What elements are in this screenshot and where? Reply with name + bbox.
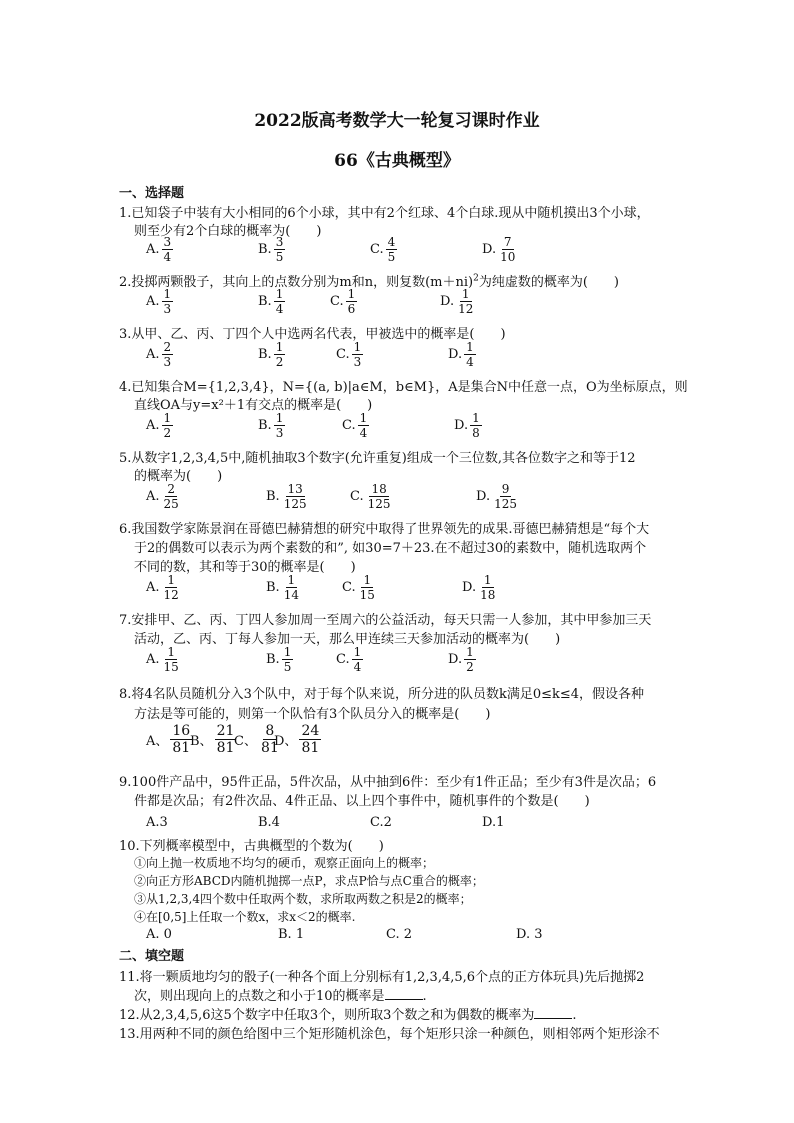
- question-10-option-a: A. 0: [146, 927, 172, 942]
- question-3-option-c: C. $\frac{1}{3}$: [336, 340, 362, 369]
- question-1-line-2: 则至少有2个白球的概率为( ): [134, 224, 322, 239]
- question-5-line-2: 的概率为( ): [134, 469, 223, 484]
- question-12-line-1: 12.从2,3,4,5,6这5个数字中任取3个，则所取3个数之和为偶数的概率为 .: [119, 1008, 577, 1023]
- question-10-line-1: 10.下列概率模型中，古典概型的个数为( ): [119, 839, 384, 854]
- question-8-option-a: A、 $\frac{16}{81}$: [146, 723, 191, 756]
- question-9-option-b: B.4: [258, 815, 280, 830]
- question-2-line-1: 2.投掷两颗骰子，其向上的点数分别为m和n，则复数$(m+ni)^2$为纯虚数的概率为( ): [119, 273, 619, 290]
- question-2-option-a: A. $\frac{1}{3}$: [146, 287, 172, 316]
- question-1-option-a: A. $\frac{3}{4}$: [146, 235, 172, 264]
- question-4-option-b: B. $\frac{1}{3}$: [258, 411, 284, 440]
- question-11-line-2: 次，则出现向上的点数之和小于10的概率是 .: [134, 989, 427, 1004]
- question-1-option-c: C. $\frac{4}{5}$: [370, 235, 396, 264]
- question-5-line-1: 5.从数字1,2,3,4,5中,随机抽取3个数字(允许重复)组成一个三位数,其各位数字之和等于12: [119, 451, 636, 466]
- question-6-line-1: 6.我国数学家陈景润在哥德巴赫猜想的研究中取得了世界领先的成果.哥德巴赫猜想是“每个大: [119, 522, 650, 537]
- question-9-option-a: A.3: [146, 815, 168, 830]
- question-3-option-a: A. $\frac{2}{3}$: [146, 340, 172, 369]
- question-7-option-b: B. $\frac{1}{5}$: [266, 645, 292, 674]
- question-10-item-4: ④在[0,5]上任取一个数x，求x＜2的概率.: [134, 910, 356, 924]
- question-6-option-c: C. $\frac{1}{15}$: [342, 573, 375, 602]
- question-6-line-3: 不同的数，其和等于30的概率是( ): [134, 560, 356, 575]
- question-2-option-b: B. $\frac{1}{4}$: [258, 287, 284, 316]
- question-7-line-2: 活动，乙、丙、丁每人参加一天，那么甲连续三天参加活动的概率为( ): [134, 632, 561, 647]
- section-multiple-choice: 一、选择题: [119, 186, 185, 201]
- question-3-line-1: 3.从甲、乙、丙、丁四个人中选两名代表，甲被选中的概率是( ): [119, 327, 506, 342]
- page-subtitle: 66《古典概型》: [334, 151, 460, 171]
- question-7-option-d: D. $\frac{1}{2}$: [448, 645, 474, 674]
- question-7-option-a: A. $\frac{1}{15}$: [146, 645, 179, 674]
- question-8-option-d: D、 $\frac{24}{81}$: [274, 723, 320, 756]
- question-13-line-1: 13.用两种不同的颜色给图中三个矩形随机涂色，每个矩形只涂一种颜色，则相邻两个矩形涂不: [119, 1027, 660, 1042]
- question-7-line-1: 7.安排甲、乙、丙、丁四人参加周一至周六的公益活动，每天只需一人参加，其中甲参加三天: [119, 613, 652, 628]
- question-1-option-b: B. $\frac{3}{5}$: [258, 235, 284, 264]
- question-8-line-2: 方法是等可能的，则第一个队恰有3个队员分入的概率是( ): [134, 707, 491, 722]
- question-4-option-c: C. $\frac{1}{4}$: [342, 411, 368, 440]
- question-2-option-c: C. $\frac{1}{6}$: [330, 287, 356, 316]
- question-8-option-c: C、 $\frac{8}{81}$: [234, 723, 279, 756]
- question-5-option-a: A. $\frac{2}{25}$: [146, 482, 179, 511]
- question-11-line-1: 11.将一颗质地均匀的骰子(一种各个面上分别标有1,2,3,4,5,6个点的正方体玩具)先后抛掷2: [119, 970, 645, 985]
- question-10-item-1: ①向上抛一枚质地不均匀的硬币，观察正面向上的概率；: [134, 856, 435, 870]
- question-10-item-3: ③从1,2,3,4四个数中任取两个数，求所取两数之积是2的概率；: [134, 892, 472, 906]
- question-8-line-1: 8.将4名队员随机分入3个队中，对于每个队来说，所分进的队员数k满足0≤k≤4，假设各种: [119, 687, 645, 702]
- question-6-option-a: A. $\frac{1}{12}$: [146, 573, 179, 602]
- question-9-option-d: D.1: [482, 815, 505, 830]
- question-10-item-2: ②向正方形ABCD内随机抛掷一点P，求点P恰与点C重合的概率；: [134, 874, 484, 888]
- question-8-option-b: B、 $\frac{21}{81}$: [190, 723, 235, 756]
- question-1-line-1: 1.已知袋子中装有大小相同的6个小球，其中有2个红球、4个白球.现从中随机摸出3个小球，: [119, 206, 650, 221]
- question-4-line-2: 直线OA与y=x²＋1有交点的概率是( ): [134, 398, 373, 413]
- question-9-line-1: 9.100件产品中，95件正品，5件次品，从中抽到6件：至少有1件正品；至少有3件是次品；6: [119, 775, 657, 790]
- question-4-option-a: A. $\frac{1}{2}$: [146, 411, 172, 440]
- question-12-answer-blank[interactable]: [534, 1006, 572, 1019]
- question-10-option-c: C. 2: [386, 927, 413, 942]
- question-6-line-2: 于2的偶数可以表示为两个素数的和”, 如30=7＋23.在不超过30的素数中，随机选取两个: [134, 541, 647, 556]
- question-9-line-2: 件都是次品；有2件次品、4件正品、以上四个事件中，随机事件的个数是( ): [134, 794, 590, 809]
- section-fill-in: 二、填空题: [119, 949, 185, 964]
- page-title: 2022版高考数学大一轮复习课时作业: [254, 111, 540, 131]
- question-10-option-b: B. 1: [278, 927, 305, 942]
- question-3-option-d: D. $\frac{1}{4}$: [448, 340, 474, 369]
- question-11-answer-blank[interactable]: [385, 987, 423, 1000]
- question-6-option-b: B. $\frac{1}{14}$: [266, 573, 299, 602]
- question-5-option-d: D. $\frac{9}{125}$: [476, 482, 517, 511]
- question-4-option-d: D. $\frac{1}{8}$: [454, 411, 480, 440]
- question-5-option-b: B. $\frac{13}{125}$: [266, 482, 307, 511]
- question-4-line-1: 4.已知集合M={1,2,3,4}，N={(a, b)|a∈M，b∈M}，A是集合N中任意一点，O为坐标原点，则: [119, 380, 688, 395]
- question-1-option-d: D. $\frac{7}{10}$: [482, 235, 516, 264]
- question-5-option-c: C. $\frac{18}{125}$: [350, 482, 391, 511]
- question-7-option-c: C. $\frac{1}{4}$: [336, 645, 362, 674]
- question-9-option-c: C.2: [370, 815, 392, 830]
- question-6-option-d: D. $\frac{1}{18}$: [462, 573, 496, 602]
- question-2-option-d: D. $\frac{1}{12}$: [440, 287, 474, 316]
- question-3-option-b: B. $\frac{1}{2}$: [258, 340, 284, 369]
- question-10-option-d: D. 3: [516, 927, 543, 942]
